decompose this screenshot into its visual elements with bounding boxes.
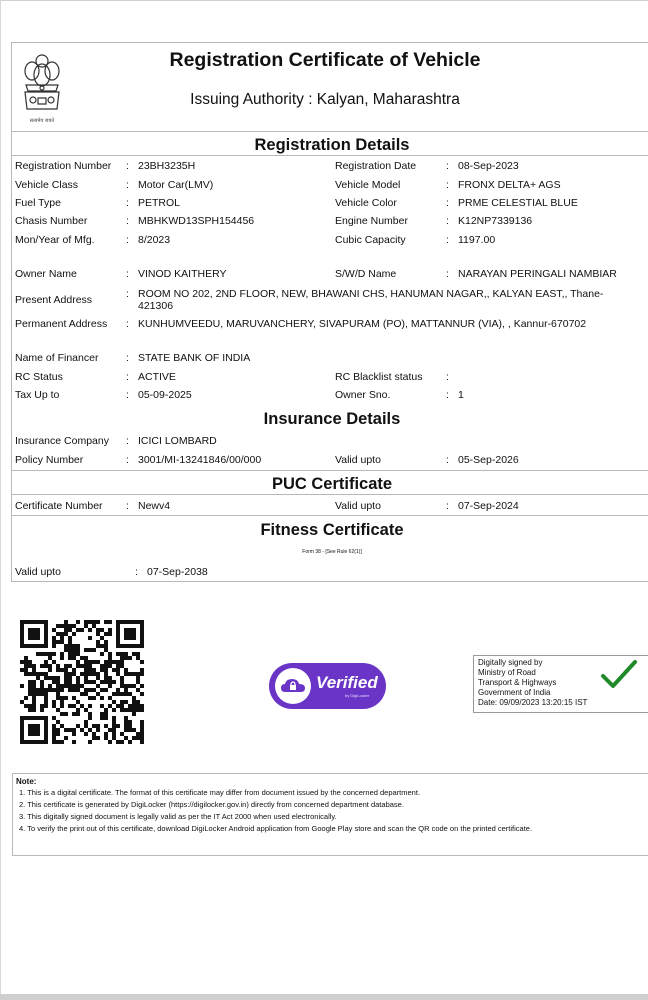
divider	[12, 155, 648, 156]
colon: :	[126, 234, 129, 246]
vehicle-class-value: Motor Car(LMV)	[138, 179, 214, 191]
colon: :	[126, 215, 129, 227]
rc-status-value: ACTIVE	[138, 371, 176, 383]
vehicle-class-label: Vehicle Class	[15, 179, 79, 191]
colon: :	[446, 454, 449, 466]
colon: :	[126, 288, 129, 300]
divider	[12, 470, 648, 471]
rc-status-label: RC Status	[15, 371, 63, 383]
vehicle-model-value: FRONX DELTA+ AGS	[458, 179, 561, 191]
verified-badge	[269, 663, 386, 709]
cubic-capacity-label: Cubic Capacity	[335, 234, 406, 246]
colon: :	[126, 352, 129, 364]
colon: :	[446, 268, 449, 280]
chasis-number-label: Chasis Number	[15, 215, 88, 227]
owner-name-value: VINOD KAITHERY	[138, 268, 227, 280]
chasis-number-value: MBHKWD13SPH154456	[138, 215, 255, 227]
mfg-value: 8/2023	[138, 234, 171, 246]
reg-number-value: 23BH3235H	[138, 160, 196, 172]
colon: :	[126, 389, 129, 401]
signature-line: Ministry of Road	[478, 668, 536, 677]
puc-heading: PUC Certificate	[271, 475, 393, 493]
signature-date: Date: 09/09/2023 13:20:15 IST	[478, 698, 588, 707]
mfg-label: Mon/Year of Mfg.	[15, 234, 95, 246]
financer-label: Name of Financer	[15, 352, 99, 364]
colon: :	[446, 197, 449, 209]
colon: :	[126, 371, 129, 383]
cubic-capacity-value: 1197.00	[458, 234, 496, 246]
puc-valid-value: 07-Sep-2024	[458, 500, 519, 512]
colon: :	[126, 160, 129, 172]
document-title: Registration Certificate of Vehicle	[169, 49, 481, 71]
colon: :	[126, 500, 129, 512]
note-item: 3. This digitally signed document is legally valid as per the IT Act 2000 when used electronically.	[19, 812, 337, 821]
fuel-type-label: Fuel Type	[15, 197, 61, 209]
note-title: Note:	[16, 777, 37, 786]
insurance-company-value: ICICI LOMBARD	[138, 435, 217, 447]
note-item: 2. This certificate is generated by DigiLocker (https://digilocker.gov.in) directly from concerned department database.	[19, 800, 404, 809]
rc-blacklist-label: RC Blacklist status	[335, 371, 423, 383]
present-address-value: ROOM NO 202, 2ND FLOOR, NEW, BHAWANI CHS, HANUMAN NAGAR,, KALYAN EAST,, Thane-421306	[138, 288, 604, 312]
engine-number-label: Engine Number	[335, 215, 408, 227]
verified-sub: by DigiLocker	[345, 693, 370, 698]
left-border	[0, 0, 1, 995]
colon: :	[126, 197, 129, 209]
colon: :	[446, 234, 449, 246]
puc-cert-label: Certificate Number	[15, 500, 103, 512]
insurance-company-label: Insurance Company	[15, 435, 109, 447]
colon: :	[446, 371, 449, 383]
qr-code-icon	[20, 620, 144, 744]
colon: :	[126, 318, 129, 330]
verified-text: Verified	[316, 673, 378, 692]
digilocker-cloud-icon	[275, 668, 311, 704]
owner-sno-label: Owner Sno.	[335, 389, 391, 401]
issuing-authority: Issuing Authority : Kalyan, Maharashtra	[190, 91, 460, 108]
colon: :	[446, 179, 449, 191]
puc-cert-value: Newv4	[138, 500, 171, 512]
signature-line: Digitally signed by	[478, 658, 543, 667]
divider	[12, 131, 648, 132]
divider	[12, 494, 648, 495]
vehicle-model-label: Vehicle Model	[335, 179, 401, 191]
engine-number-value: K12NP7339136	[458, 215, 533, 227]
colon: :	[126, 268, 129, 280]
reg-number-label: Registration Number	[15, 160, 112, 172]
fitness-valid-label: Valid upto	[15, 566, 61, 578]
reg-date-label: Registration Date	[335, 160, 417, 172]
certificate-box	[11, 42, 648, 582]
bottom-bar	[0, 994, 648, 1000]
colon: :	[446, 160, 449, 172]
fitness-valid-value: 07-Sep-2038	[147, 566, 208, 578]
note-box	[12, 773, 648, 856]
fuel-type-value: PETROL	[138, 197, 181, 209]
policy-number-label: Policy Number	[15, 454, 84, 466]
swd-name-label: S/W/D Name	[335, 268, 397, 280]
owner-name-label: Owner Name	[15, 268, 77, 280]
colon: :	[126, 454, 129, 466]
divider	[12, 515, 648, 516]
colon: :	[446, 500, 449, 512]
svg-text:सत्यमेव जयते: सत्यमेव जयते	[29, 118, 55, 124]
insurance-details-heading: Insurance Details	[263, 410, 401, 428]
reg-date-value: 08-Sep-2023	[458, 160, 519, 172]
top-border	[0, 0, 648, 1]
form-note: Form 38 - [See Rule 62(1)]	[302, 549, 362, 555]
permanent-address-label: Permanent Address	[15, 318, 108, 330]
swd-name-value: NARAYAN PERINGALI NAMBIAR	[458, 268, 617, 280]
policy-number-value: 3001/MI-13241846/00/000	[138, 454, 262, 466]
vehicle-color-label: Vehicle Color	[335, 197, 397, 209]
colon: :	[126, 179, 129, 191]
green-check-icon	[599, 658, 639, 692]
signature-line: Government of India	[478, 688, 551, 697]
colon: :	[135, 566, 138, 578]
tax-value: 05-09-2025	[138, 389, 192, 401]
note-item: 1. This is a digital certificate. The format of this certificate may differ from document issued by the concerned department.	[19, 788, 421, 797]
note-item: 4. To verify the print out of this certificate, download DigiLocker Android application from Google Play store and scan the QR code on the printed certificate.	[19, 824, 533, 833]
present-address-label: Present Address	[15, 294, 93, 306]
tax-label: Tax Up to	[15, 389, 60, 401]
fitness-heading: Fitness Certificate	[260, 521, 404, 539]
financer-value: STATE BANK OF INDIA	[138, 352, 251, 364]
owner-sno-value: 1	[458, 389, 464, 401]
vehicle-color-value: PRME CELESTIAL BLUE	[458, 197, 578, 209]
insurance-valid-value: 05-Sep-2026	[458, 454, 519, 466]
permanent-address-value: KUNHUMVEEDU, MARUVANCHERY, SIVAPURAM (PO), MATTANNUR (VIA), , Kannur-670702	[138, 318, 587, 330]
colon: :	[126, 435, 129, 447]
digital-signature-box	[473, 655, 648, 713]
signature-line: Transport & Highways	[478, 678, 557, 687]
colon: :	[446, 215, 449, 227]
puc-valid-label: Valid upto	[335, 500, 381, 512]
colon: :	[446, 389, 449, 401]
insurance-valid-label: Valid upto	[335, 454, 381, 466]
registration-details-heading: Registration Details	[254, 136, 410, 154]
